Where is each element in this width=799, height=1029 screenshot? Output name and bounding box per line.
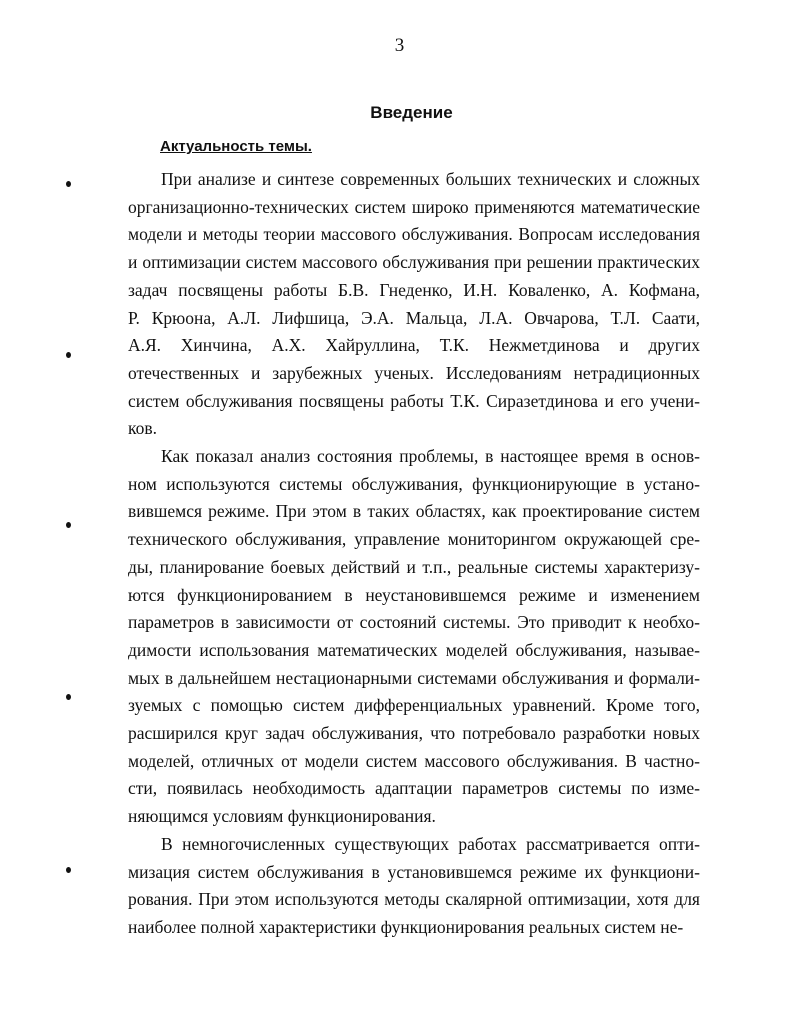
page-number: 3 (394, 35, 405, 56)
binding-hole-mark (66, 867, 71, 873)
binding-hole-mark (66, 181, 71, 187)
paragraph-1: При анализе и синтезе современных больших технических и сложных организационно-технических систем широко применяются математические модели и методы теории массового обслуживания. Вопросам исследования и оптимизации систем массового обслуживания при решении практических задач посвящены работы Б.В. Гнеденко, И.Н. Коваленко, А. Кофмана, Р. Крюона, А.Л. Лифшица, Э.А. Мальца, Л.А. Овчарова, Т.Л. Саати, А.Я. Хинчина, А.Х. Хайруллина, Т.К. Нежметдинова и других отечественных и зарубежных ученых. Исследованиям нетрадиционных систем обслуживания посвящены работы Т.К. Сиразетдинова и его учеников. (128, 169, 700, 439)
binding-hole-mark (66, 522, 71, 528)
binding-hole-mark (66, 352, 71, 358)
paragraph-3: В немногочисленных существующих работах рассматривается оптимизация систем обслуживания в установившемся режиме их функционирования. При этом используются методы скалярной оптимизации, хотя для наиболее полной характеристики функционирования реальных систем не- (128, 834, 700, 938)
subsection-heading: Актуальность темы. (160, 138, 312, 155)
section-heading: Введение (370, 103, 453, 122)
paragraph-2: Как показал анализ состояния проблемы, в настоящее время в основном используются системы обслуживания, функционирующие в установившемся режиме. При этом в таких областях, как проектирование систем технического обслуживания, управление мониторингом окружающей среды, планирование боевых действий и т.п., реальные системы характеризуются функционированием в неустановившемся режиме и изменением параметров в зависимости от состояний системы. Это приводит к необходимости использования математических моделей обслуживания, называемых в дальнейшем нестационарными системами обслуживания и формализуемых с помощью систем дифференциальных уравнений. Кроме того, расширился круг задач обслуживания, что потребовало разработки новых моделей, отличных от модели систем массового обслуживания. В частности, появилась необходимость адаптации параметров системы по изменяющимся условиям функционирования. (128, 446, 700, 827)
binding-hole-mark (66, 694, 71, 700)
